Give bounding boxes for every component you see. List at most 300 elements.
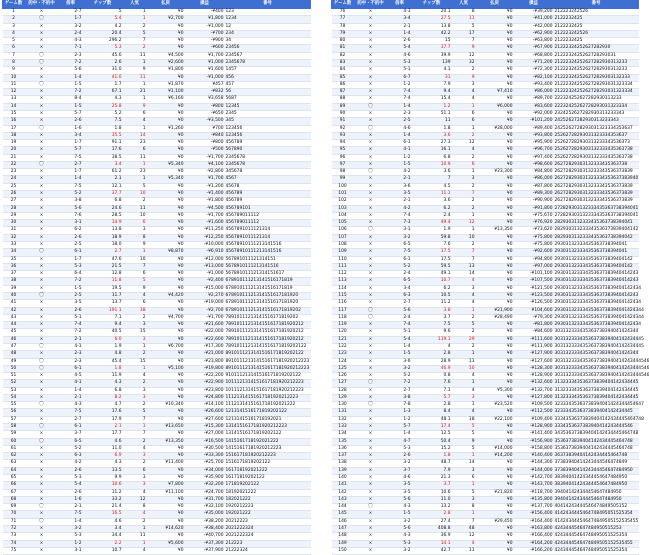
profit-cell: -¥71,200 — [514, 59, 554, 66]
popularity-cell: 1 — [452, 482, 476, 489]
popularity-cell: 9 — [123, 103, 147, 110]
odds-cell: 7-4 — [59, 322, 83, 329]
payout-cell: ¥0 — [476, 424, 514, 431]
payout-cell: ¥0 — [476, 161, 514, 168]
hit-mark: × — [25, 198, 59, 205]
payout-cell: ¥5,300 — [476, 387, 514, 394]
payout-cell: ¥0 — [147, 380, 185, 387]
game-number: 40 — [3, 292, 25, 299]
odds-cell: 7-4 — [388, 212, 412, 219]
odds-cell: 6-7 — [388, 74, 412, 81]
profit-cell: -¥94,800 — [514, 256, 554, 263]
numbers-cell: 293031323334353637383940414243 — [554, 278, 639, 284]
chips-cell: 9.6 — [412, 329, 452, 336]
odds-cell: 6-5 — [59, 438, 83, 445]
payout-cell: ¥0 — [147, 533, 185, 540]
profit-cell: -¥135,800 — [514, 496, 554, 503]
odds-cell: 1-5 — [59, 81, 83, 88]
hit-mark: × — [354, 489, 388, 496]
odds-cell: 5-2 — [59, 191, 83, 198]
table-row — [332, 292, 639, 299]
payout-cell: ¥0 — [476, 23, 514, 30]
odds-cell: 4-3 — [59, 402, 83, 409]
payout-cell: ¥0 — [147, 118, 185, 125]
numbers-cell: 29303132333435363738394041424344 — [554, 307, 644, 313]
payout-cell: ¥0 — [476, 511, 514, 518]
hit-mark: × — [354, 292, 388, 299]
table-row — [3, 147, 311, 154]
profit-cell: -¥832 — [185, 89, 225, 96]
hit-mark: × — [25, 380, 59, 387]
chips-cell: 11.8 — [83, 278, 123, 285]
popularity-cell: 1 — [123, 249, 147, 256]
hit-mark: × — [25, 271, 59, 278]
table-row — [3, 351, 311, 358]
game-number: 45 — [3, 329, 25, 336]
hit-mark: × — [25, 394, 59, 401]
payout-cell: ¥0 — [476, 30, 514, 37]
payout-cell: ¥13,650 — [147, 424, 185, 431]
odds-cell: 5-6 — [388, 307, 412, 314]
odds-cell: 5-6 — [388, 525, 412, 532]
hit-mark: × — [354, 67, 388, 74]
profit-cell: -¥21,600 — [185, 322, 225, 329]
chips-cell: 25.8 — [83, 103, 123, 110]
popularity-cell: 5 — [452, 489, 476, 496]
chips-cell: 28.5 — [83, 212, 123, 219]
numbers-cell: 2627282930313233343536373839 — [554, 198, 639, 205]
hit-mark: × — [354, 278, 388, 285]
hit-mark: × — [25, 409, 59, 416]
popularity-cell: 3 — [123, 475, 147, 482]
odds-cell: 5-7 — [59, 147, 83, 154]
odds-cell: 7-2 — [59, 329, 83, 336]
popularity-cell: 7 — [452, 518, 476, 525]
popularity-cell: 12 — [452, 220, 476, 227]
odds-cell: 2-6 — [59, 307, 83, 314]
popularity-cell: 4 — [123, 118, 147, 125]
popularity-cell: 1 — [123, 16, 147, 23]
hit-mark: × — [354, 183, 388, 190]
table-row — [3, 394, 311, 401]
numbers-cell: 21222324252627282930 — [554, 45, 639, 52]
table-row — [332, 307, 639, 314]
game-number: 98 — [332, 169, 354, 176]
table-row — [3, 416, 311, 423]
popularity-cell: 2 — [123, 518, 147, 525]
profit-cell: ¥84,800 — [514, 169, 554, 176]
popularity-cell: 6 — [123, 467, 147, 474]
chips-cell: 21.5 — [83, 263, 123, 270]
hit-mark: × — [354, 424, 388, 431]
numbers-cell: 456789011112 — [225, 212, 311, 219]
odds-cell: 1-4 — [59, 387, 83, 394]
game-number: 93 — [332, 132, 354, 139]
odds-cell: 3-7 — [59, 431, 83, 438]
popularity-cell: 2 — [123, 438, 147, 445]
payout-cell: ¥29,450 — [476, 518, 514, 525]
hit-mark: × — [354, 416, 388, 423]
chips-cell: 4 — [412, 343, 452, 350]
profit-cell: -¥97,000 — [514, 263, 554, 270]
odds-cell: 2-6 — [388, 38, 412, 45]
chips-cell: 27.4 — [412, 518, 452, 525]
hit-mark: × — [354, 38, 388, 45]
payout-cell: ¥0 — [476, 59, 514, 66]
payout-cell: ¥0 — [147, 103, 185, 110]
numbers-cell: 7891011121314151617181920212 — [225, 329, 311, 336]
payout-cell: ¥0 — [476, 9, 514, 16]
numbers-cell: 37383940414243444546474849 — [554, 460, 639, 467]
column-header: 番号 — [554, 1, 639, 9]
odds-cell: 5-7 — [59, 110, 83, 117]
numbers-cell: 12345 — [225, 103, 311, 110]
game-number: 150 — [332, 547, 354, 554]
game-number: 36 — [3, 263, 25, 270]
payout-cell: ¥13,350 — [476, 227, 514, 234]
chips-cell: 4.8 — [83, 351, 123, 358]
profit-cell: -¥84,600 — [514, 329, 554, 336]
chips-cell: 6.2 — [412, 285, 452, 292]
chips-cell: 7.6 — [412, 242, 452, 249]
popularity-cell: 1 — [452, 307, 476, 314]
payout-cell: ¥0 — [147, 336, 185, 343]
odds-cell: 7-3 — [388, 220, 412, 227]
table-row — [3, 547, 311, 554]
chips-cell: 49.1 — [412, 271, 452, 278]
chips-cell: 47.6 — [83, 256, 123, 263]
game-number: 109 — [332, 249, 354, 256]
popularity-cell: 1 — [452, 125, 476, 132]
odds-cell: 1-6 — [59, 496, 83, 503]
game-number: 86 — [332, 81, 354, 88]
table-row — [332, 278, 639, 285]
hit-mark: × — [25, 314, 59, 321]
payout-cell: ¥8,870 — [147, 249, 185, 256]
table-row — [3, 191, 311, 198]
odds-cell: 2-4 — [388, 271, 412, 278]
column-header: 的中・不的中 — [25, 1, 59, 9]
popularity-cell: 1 — [123, 525, 147, 532]
profit-cell: -¥76,920 — [514, 220, 554, 227]
table-row — [332, 445, 639, 452]
hit-mark: 〇 — [354, 125, 388, 132]
table-row — [332, 74, 639, 81]
numbers-cell: 234567 — [225, 52, 311, 59]
odds-cell: 3-2 — [388, 234, 412, 241]
hit-mark: × — [354, 154, 388, 161]
numbers-cell: 4142434445464748495051525354 — [554, 511, 639, 518]
popularity-cell: 3 — [452, 496, 476, 503]
popularity-cell: 6 — [123, 220, 147, 227]
profit-cell: -¥31,700 — [185, 496, 225, 503]
game-number: 80 — [332, 38, 354, 45]
odds-cell: 5-2 — [388, 373, 412, 380]
chips-cell: 24.6 — [83, 205, 123, 212]
profit-cell: -¥840 — [185, 132, 225, 139]
odds-cell: 7-8 — [388, 402, 412, 409]
popularity-cell: 4 — [452, 292, 476, 299]
table-row — [3, 467, 311, 474]
table-row — [332, 234, 639, 241]
popularity-cell: 15 — [123, 358, 147, 365]
odds-cell: 3-2 — [388, 518, 412, 525]
table-row — [3, 154, 311, 161]
odds-cell: 2-1 — [388, 23, 412, 30]
odds-cell: 4-6 — [388, 125, 412, 132]
numbers-cell: 21222324 — [225, 547, 311, 554]
game-number: 142 — [332, 489, 354, 496]
chips-cell: 42.7 — [412, 547, 452, 554]
game-number: 20 — [3, 147, 25, 154]
payout-cell: ¥0 — [147, 518, 185, 525]
table-row — [3, 110, 311, 117]
game-number: 76 — [332, 9, 354, 16]
hit-mark: × — [354, 234, 388, 241]
odds-cell: 1-7 — [59, 140, 83, 147]
hit-mark: 〇 — [354, 169, 388, 176]
popularity-cell: 6 — [452, 118, 476, 125]
payout-cell: ¥0 — [147, 110, 185, 117]
numbers-cell: 14151617181920212223 — [225, 445, 311, 452]
popularity-cell: 6 — [452, 475, 476, 482]
numbers-cell: 26272829303132333435363738 — [554, 161, 639, 168]
payout-cell: ¥1,260 — [147, 125, 185, 132]
popularity-cell: 11 — [452, 358, 476, 365]
game-number: 144 — [332, 504, 354, 511]
odds-cell: 1-4 — [388, 103, 412, 110]
game-number: 149 — [332, 540, 354, 547]
chips-cell: 11.7 — [83, 292, 123, 299]
odds-cell: 1-7 — [59, 16, 83, 23]
popularity-cell: 3 — [123, 387, 147, 394]
hit-mark: × — [354, 409, 388, 416]
popularity-cell: 3 — [123, 453, 147, 460]
game-number: 12 — [3, 89, 25, 96]
table-row — [3, 358, 311, 365]
game-number: 115 — [332, 292, 354, 299]
odds-cell: 2-3 — [388, 110, 412, 117]
hit-mark: 〇 — [25, 249, 59, 256]
hit-mark: × — [354, 482, 388, 489]
hit-mark: × — [354, 176, 388, 183]
table-row — [332, 358, 639, 365]
game-number: 16 — [3, 118, 25, 125]
game-number: 96 — [332, 154, 354, 161]
game-number: 37 — [3, 271, 25, 278]
table-row — [3, 307, 311, 314]
table-row — [332, 482, 639, 489]
game-number: 121 — [332, 336, 354, 343]
game-number: 6 — [3, 45, 25, 52]
payout-cell: ¥0 — [476, 467, 514, 474]
numbers-cell: 3334353637383940414243444546 — [554, 424, 639, 431]
table-row — [3, 59, 311, 66]
payout-cell: ¥0 — [476, 191, 514, 198]
game-number: 26 — [3, 191, 25, 198]
game-number: 42 — [3, 307, 25, 314]
odds-cell: 2-5 — [388, 118, 412, 125]
table-row — [3, 183, 311, 190]
hit-mark: × — [354, 365, 388, 372]
payout-cell: ¥21,900 — [476, 307, 514, 314]
payout-cell: ¥0 — [147, 9, 185, 16]
chips-cell: 7.9 — [412, 467, 452, 474]
payout-cell: ¥5,340 — [147, 176, 185, 183]
hit-mark: × — [25, 212, 59, 219]
odds-cell: 2-4 — [59, 30, 83, 37]
table-row — [3, 16, 311, 23]
game-number: 73 — [3, 533, 25, 540]
hit-mark: × — [25, 147, 59, 154]
odds-cell: 5-6 — [59, 205, 83, 212]
profit-cell: -¥164,400 — [514, 518, 554, 525]
table-row — [332, 169, 639, 176]
game-number: 63 — [3, 460, 25, 467]
hit-mark: × — [354, 533, 388, 540]
results-table-right — [331, 0, 649, 555]
profit-cell: -¥700 — [185, 30, 225, 37]
chips-cell: 28.9 — [412, 358, 452, 365]
odds-cell: 7-4 — [388, 89, 412, 96]
odds-cell: 3-4 — [388, 16, 412, 23]
profit-cell: -¥600 — [185, 45, 225, 52]
game-number: 101 — [332, 191, 354, 198]
numbers-cell: 24252627282930313233343 — [554, 118, 639, 125]
game-number: 125 — [332, 365, 354, 372]
hit-mark: 〇 — [25, 438, 59, 445]
numbers-cell: 567891011121314151617 — [225, 271, 311, 278]
numbers-cell: 303132333435363738394041424344 — [554, 329, 639, 335]
game-number: 89 — [332, 103, 354, 110]
odds-cell: 1-4 — [388, 30, 412, 37]
column-header: チップ数 — [412, 1, 452, 9]
table-row — [3, 489, 311, 496]
game-number: 17 — [3, 125, 25, 132]
payout-cell: ¥0 — [147, 212, 185, 219]
table-row — [3, 220, 311, 227]
chips-cell: 1.2 — [412, 103, 452, 110]
profit-cell: -¥1,600 — [185, 220, 225, 227]
odds-cell: 2-1 — [388, 198, 412, 205]
hit-mark: × — [354, 96, 388, 103]
numbers-cell: 2930313233343536373839404142434 — [554, 285, 642, 291]
payout-cell: ¥0 — [147, 154, 185, 161]
numbers-cell: 2345 — [225, 110, 311, 117]
game-number: 130 — [332, 402, 354, 409]
chips-cell: 2.8 — [412, 351, 452, 358]
table-row — [3, 140, 311, 147]
table-row — [332, 103, 639, 110]
chips-cell: 3.6 — [412, 169, 452, 176]
profit-cell: -¥112,500 — [514, 409, 554, 416]
payout-cell: ¥2,600 — [147, 59, 185, 66]
payout-cell: ¥0 — [476, 300, 514, 307]
hit-mark: × — [25, 242, 59, 249]
odds-cell: 6-3 — [388, 292, 412, 299]
chips-cell: 42.2 — [412, 30, 452, 37]
profit-cell: -¥118,700 — [514, 489, 554, 496]
table-row — [332, 38, 639, 45]
popularity-cell: 1 — [452, 511, 476, 518]
chips-cell: 67.1 — [83, 89, 123, 96]
profit-cell: -¥141,400 — [514, 431, 554, 438]
table-row — [332, 518, 639, 525]
profit-cell: -¥2,800 — [185, 169, 225, 176]
profit-cell: -¥127,800 — [514, 394, 554, 401]
profit-cell: -¥23,800 — [185, 358, 225, 365]
numbers-cell: 33343536373839404142434445464748 — [554, 416, 644, 422]
numbers-cell: 1112131415161718192021222 — [225, 402, 311, 409]
numbers-cell: 891011121314151617181920212223 — [225, 365, 310, 371]
chips-cell: 10.6 — [83, 482, 123, 489]
numbers-cell: 30313233343536373839404142434445 — [554, 336, 644, 342]
game-number: 145 — [332, 511, 354, 518]
odds-cell: 2-6 — [59, 118, 83, 125]
numbers-cell: 29303132333435363738394041 — [554, 242, 639, 249]
hit-mark: 〇 — [25, 16, 59, 23]
hit-mark: × — [25, 533, 59, 540]
odds-cell: 1-5 — [388, 351, 412, 358]
table-row — [332, 256, 639, 263]
odds-cell: 1-4 — [388, 431, 412, 438]
numbers-cell: 32333435363738394041424344454647 — [554, 402, 644, 408]
table-row — [3, 343, 311, 350]
profit-cell: -¥19,000 — [185, 300, 225, 307]
odds-cell: 7-6 — [59, 212, 83, 219]
numbers-cell: 567890 — [225, 147, 311, 154]
payout-cell: ¥0 — [476, 234, 514, 241]
hit-mark: × — [354, 52, 388, 59]
chips-cell: 33.2 — [83, 496, 123, 503]
table-row — [332, 540, 639, 547]
game-number: 119 — [332, 322, 354, 329]
game-number: 94 — [332, 140, 354, 147]
odds-cell: 2-6 — [59, 489, 83, 496]
numbers-cell: 343536373839404142434445464748 — [554, 431, 639, 437]
table-row — [3, 52, 311, 59]
payout-cell: ¥7,410 — [476, 89, 514, 96]
game-number: 65 — [3, 475, 25, 482]
hit-mark: × — [25, 110, 59, 117]
payout-cell: ¥0 — [147, 387, 185, 394]
payout-cell: ¥0 — [147, 307, 185, 314]
hit-mark: 〇 — [354, 103, 388, 110]
chips-cell: 7.1 — [412, 387, 452, 394]
payout-cell: ¥0 — [147, 373, 185, 380]
payout-cell: ¥0 — [147, 242, 185, 249]
popularity-cell: 7 — [452, 249, 476, 256]
numbers-cell: 910111213141516171819202122 — [225, 373, 311, 380]
chips-cell: 20.1 — [412, 9, 452, 16]
payout-cell: ¥10,340 — [147, 402, 185, 409]
hit-mark: × — [354, 205, 388, 212]
odds-cell: 3-7 — [388, 467, 412, 474]
game-number: 129 — [332, 394, 354, 401]
popularity-cell: 2 — [452, 314, 476, 321]
profit-cell: -¥35,000 — [185, 511, 225, 518]
game-number: 62 — [3, 453, 25, 460]
payout-cell: ¥0 — [476, 285, 514, 292]
profit-cell: -¥101,200 — [514, 118, 554, 125]
table-row — [3, 249, 311, 256]
profit-cell: -¥127,900 — [514, 351, 554, 358]
hit-mark: × — [25, 220, 59, 227]
payout-cell: ¥0 — [476, 431, 514, 438]
popularity-cell: 5 — [452, 431, 476, 438]
game-number: 21 — [3, 154, 25, 161]
popularity-cell: 7 — [123, 431, 147, 438]
